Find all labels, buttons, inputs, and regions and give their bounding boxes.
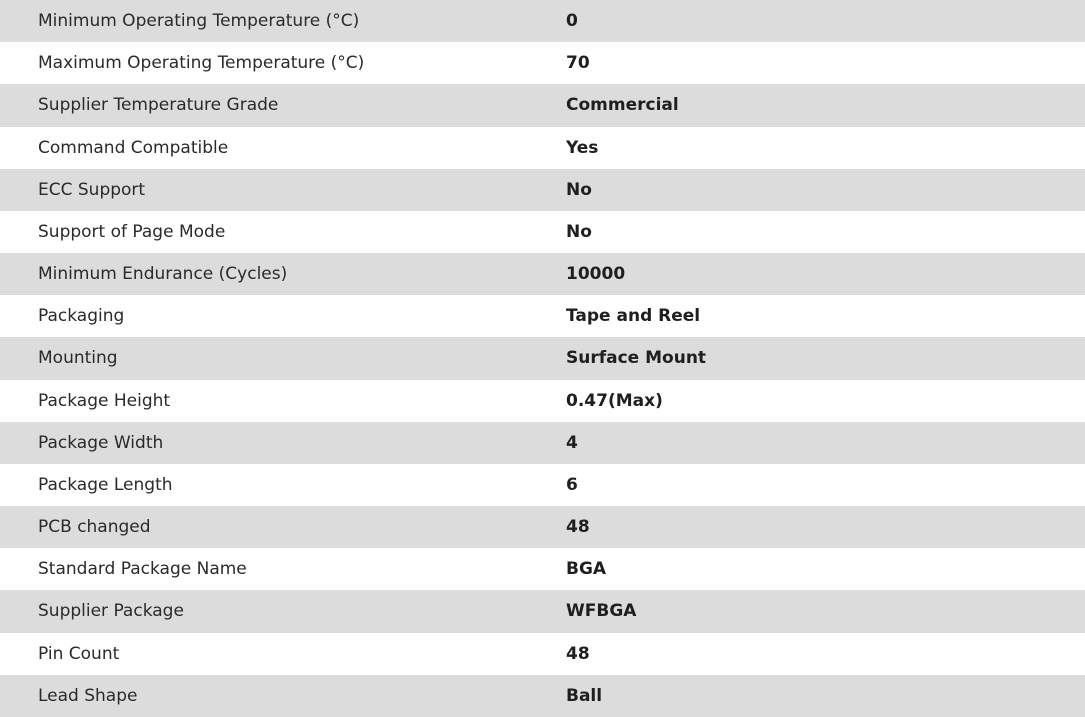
spec-row-standard-package-name xyxy=(0,548,1085,590)
spec-value: WFBGA xyxy=(566,601,637,622)
spec-row-command-compatible xyxy=(0,127,1085,169)
spec-value: Tape and Reel xyxy=(566,306,701,327)
spec-name: Mounting xyxy=(38,348,118,369)
spec-value: 48 xyxy=(566,643,590,664)
spec-name: Package Width xyxy=(38,432,164,453)
spec-value: 0 xyxy=(566,11,578,32)
spec-name: ECC Support xyxy=(38,179,146,200)
spec-row-pcb-changed xyxy=(0,506,1085,548)
spec-value: No xyxy=(566,179,592,200)
spec-name: PCB changed xyxy=(38,517,151,538)
spec-value: 70 xyxy=(566,53,590,74)
spec-value: 6 xyxy=(566,474,578,495)
spec-name: Supplier Package xyxy=(38,601,184,622)
spec-name: Pin Count xyxy=(38,643,120,664)
spec-row-package-width xyxy=(0,422,1085,464)
spec-name: Minimum Endurance (Cycles) xyxy=(38,264,288,285)
spec-row-package-height xyxy=(0,380,1085,422)
spec-name: Packaging xyxy=(38,306,125,327)
spec-name: Package Height xyxy=(38,390,171,411)
spec-name: Standard Package Name xyxy=(38,559,247,580)
spec-value: 4 xyxy=(566,432,578,453)
spec-value: 10000 xyxy=(566,264,626,285)
spec-name: Package Length xyxy=(38,474,173,495)
spec-row-packaging xyxy=(0,295,1085,337)
spec-row-min-operating-temperature xyxy=(0,0,1085,42)
spec-name: Maximum Operating Temperature (°C) xyxy=(38,53,365,74)
spec-value: Surface Mount xyxy=(566,348,707,369)
spec-value: BGA xyxy=(566,559,607,580)
spec-name: Supplier Temperature Grade xyxy=(38,95,279,116)
spec-row-minimum-endurance xyxy=(0,253,1085,295)
spec-value: 0.47(Max) xyxy=(566,390,663,411)
spec-value: No xyxy=(566,221,592,242)
spec-row-package-length xyxy=(0,464,1085,506)
spec-row-supplier-temperature-grade xyxy=(0,84,1085,126)
spec-value: 48 xyxy=(566,517,590,538)
spec-row-supplier-package xyxy=(0,590,1085,632)
spec-row-ecc-support xyxy=(0,169,1085,211)
spec-name: Support of Page Mode xyxy=(38,221,226,242)
spec-row-lead-shape xyxy=(0,675,1085,717)
spec-name: Lead Shape xyxy=(38,685,138,706)
spec-row-support-of-page-mode xyxy=(0,211,1085,253)
spec-name: Command Compatible xyxy=(38,137,229,158)
spec-value: Ball xyxy=(566,685,603,706)
spec-value: Yes xyxy=(566,137,599,158)
spec-row-max-operating-temperature xyxy=(0,42,1085,84)
spec-value: Commercial xyxy=(566,95,679,116)
spec-row-pin-count xyxy=(0,633,1085,675)
spec-row-mounting xyxy=(0,337,1085,379)
spec-name: Minimum Operating Temperature (°C) xyxy=(38,11,360,32)
